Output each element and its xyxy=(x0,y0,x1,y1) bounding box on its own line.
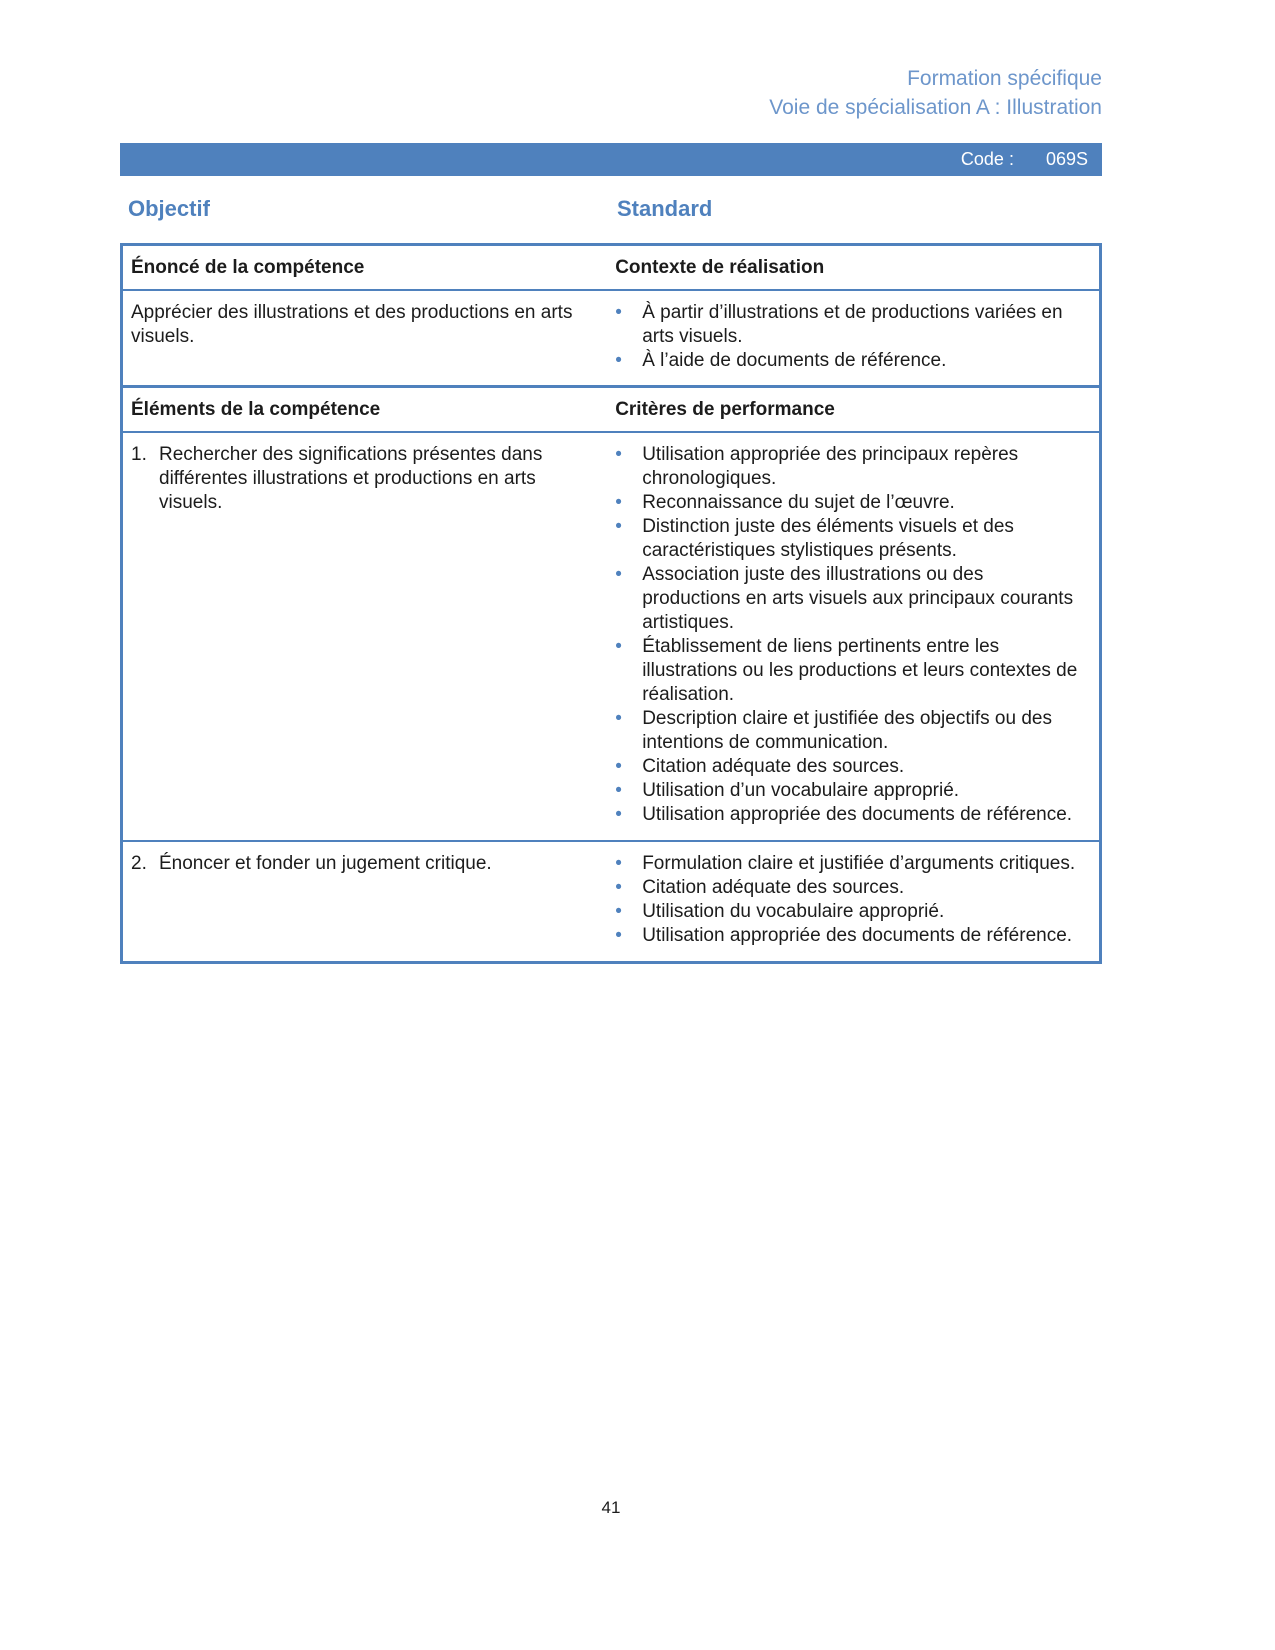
list-item xyxy=(615,779,1085,803)
criteria-cell xyxy=(603,842,1099,961)
competence-context-table xyxy=(120,243,1102,389)
criteria-cell xyxy=(603,433,1099,840)
table2-right-header: Critères de performance xyxy=(615,399,835,420)
bullet-icon xyxy=(615,924,642,948)
list-item xyxy=(615,924,1085,948)
table2-row-1 xyxy=(123,433,1099,840)
objectif-heading: Objectif xyxy=(128,196,210,221)
section-titles xyxy=(120,196,1102,226)
bullet-icon xyxy=(615,876,642,900)
list-item xyxy=(615,635,1085,707)
bullet-icon xyxy=(615,349,642,373)
list-item xyxy=(615,876,1085,900)
element-number: 1. xyxy=(131,444,147,465)
criteria-list xyxy=(615,443,1085,827)
running-header xyxy=(120,64,1102,122)
bullet-icon xyxy=(615,900,642,924)
table1-right-header: Contexte de réalisation xyxy=(615,257,825,278)
criterion-text: Description claire et justifiée des objectifs ou des intentions de communication. xyxy=(642,708,1052,753)
standard-heading: Standard xyxy=(617,196,713,221)
table2-header-row xyxy=(123,388,1099,433)
element-number: 2. xyxy=(131,853,147,874)
criterion-text: Utilisation du vocabulaire approprié. xyxy=(642,901,945,922)
code-value: 069S xyxy=(1045,149,1088,169)
context-list xyxy=(615,301,1085,373)
numbered-element xyxy=(131,443,589,515)
list-item xyxy=(615,803,1085,827)
criterion-text: Distinction juste des éléments visuels et des caractéristiques stylistiques présents. xyxy=(642,516,1014,561)
elements-criteria-table xyxy=(120,385,1102,964)
list-item xyxy=(615,349,1085,373)
bullet-icon xyxy=(615,755,642,779)
criterion-text: Citation adéquate des sources. xyxy=(642,877,905,898)
bullet-icon xyxy=(615,443,642,491)
bullet-icon xyxy=(615,635,642,707)
context-item-text: À l’aide de documents de référence. xyxy=(642,350,947,371)
list-item xyxy=(615,900,1085,924)
table1-left-header: Énoncé de la compétence xyxy=(131,257,365,278)
table2-left-header: Éléments de la compétence xyxy=(131,399,381,420)
element-text: Énoncer et fonder un jugement critique. xyxy=(159,853,492,874)
criterion-text: Citation adéquate des sources. xyxy=(642,756,905,777)
code-label: Code : xyxy=(960,149,1014,169)
code-banner xyxy=(120,143,1102,176)
criterion-text: Utilisation appropriée des principaux repères chronologiques. xyxy=(642,444,1019,489)
list-item xyxy=(615,443,1085,491)
bullet-icon xyxy=(615,301,642,349)
context-cell xyxy=(603,291,1099,386)
criterion-text: Reconnaissance du sujet de l’œuvre. xyxy=(642,492,955,513)
list-item xyxy=(615,563,1085,635)
criterion-text: Association juste des illustrations ou des productions en arts visuels aux principaux courants artistiques. xyxy=(642,564,1074,633)
numbered-element xyxy=(131,852,589,876)
element-text: Rechercher des significations présentes dans différentes illustrations et productions en arts visuels. xyxy=(159,444,543,513)
list-item xyxy=(615,301,1085,349)
table2-row-2 xyxy=(123,840,1099,961)
list-item xyxy=(615,852,1085,876)
list-item xyxy=(615,755,1085,779)
page-number: 41 xyxy=(601,1498,621,1517)
context-item-text: À partir d’illustrations et de productions variées en arts visuels. xyxy=(642,302,1063,347)
criterion-text: Utilisation d’un vocabulaire approprié. xyxy=(642,780,960,801)
bullet-icon xyxy=(615,779,642,803)
element-cell xyxy=(123,433,603,840)
table1-header-row xyxy=(123,246,1099,291)
criteria-list xyxy=(615,852,1085,948)
criterion-text: Formulation claire et justifiée d’arguments critiques. xyxy=(642,853,1076,874)
list-item xyxy=(615,515,1085,563)
bullet-icon xyxy=(615,491,642,515)
bullet-icon xyxy=(615,803,642,827)
header-line-1: Formation spécifique xyxy=(907,67,1102,90)
list-item xyxy=(615,707,1085,755)
table1-body-row xyxy=(123,291,1099,386)
criterion-text: Utilisation appropriée des documents de référence. xyxy=(642,804,1073,825)
list-item xyxy=(615,491,1085,515)
bullet-icon xyxy=(615,707,642,755)
header-line-2: Voie de spécialisation A : Illustration xyxy=(769,96,1102,119)
bullet-icon xyxy=(615,515,642,563)
bullet-icon xyxy=(615,563,642,635)
element-cell xyxy=(123,842,603,961)
criterion-text: Utilisation appropriée des documents de référence. xyxy=(642,925,1073,946)
criterion-text: Établissement de liens pertinents entre les illustrations ou les productions et leurs contextes de réalisation. xyxy=(642,636,1078,705)
competence-statement: Apprécier des illustrations et des productions en arts visuels. xyxy=(131,302,573,347)
bullet-icon xyxy=(615,852,642,876)
